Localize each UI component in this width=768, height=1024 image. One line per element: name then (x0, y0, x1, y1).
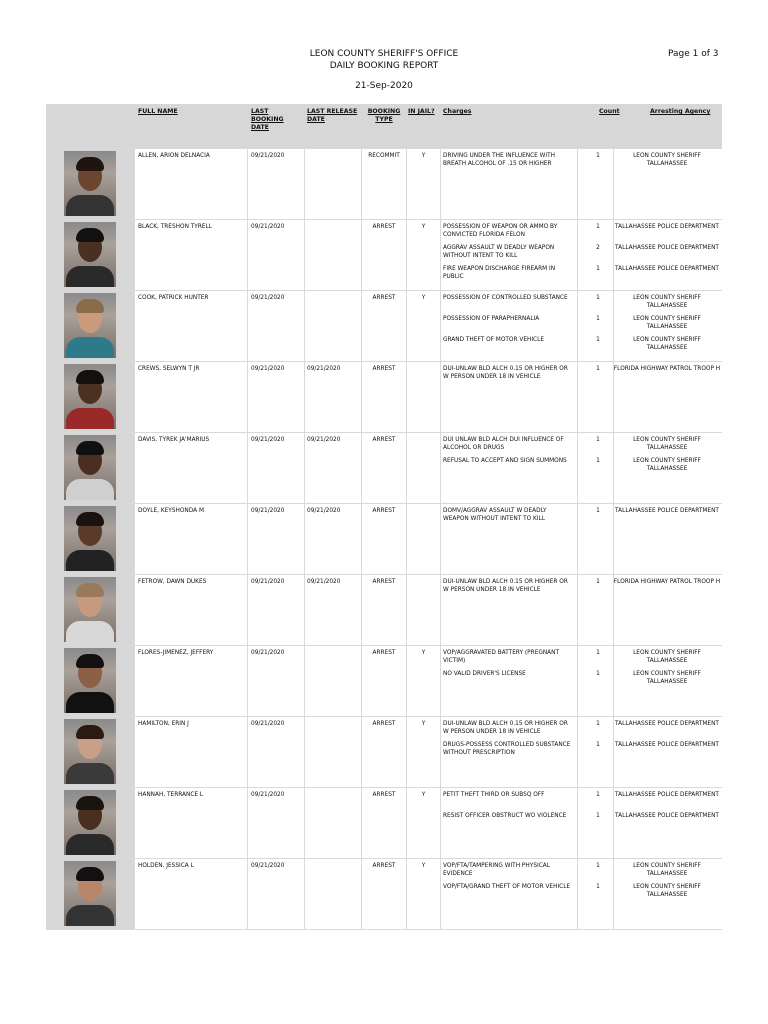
table-row (46, 290, 722, 361)
in-jail: Y (421, 224, 426, 230)
last-booking-date: 09/21/2020 (251, 792, 285, 798)
arresting-agency: LEON COUNTY SHERIFF TALLAHASSEE (633, 153, 701, 167)
booking-type: ARREST (372, 863, 396, 869)
arresting-agency: FLORIDA HIGHWAY PATROL TROOP H (613, 366, 721, 372)
charge-count: 1 (596, 437, 600, 443)
charge-description: VOP/FTA/TAMPERING WITH PHYSICAL EVIDENCE (443, 863, 550, 877)
booking-type: ARREST (372, 721, 396, 727)
charge-description: PETIT THEFT THIRD OR SUBSQ OFF (443, 792, 545, 798)
booking-type: ARREST (372, 224, 396, 230)
report-header (0, 48, 768, 92)
charge-count: 1 (596, 266, 600, 272)
charge-count: 1 (596, 863, 600, 869)
charge-description: DOMV/AGGRAV ASSAULT W DEADLY WEAPON WITHOUT INTENT TO KILL (443, 508, 547, 522)
arresting-agency: FLORIDA HIGHWAY PATROL TROOP H (613, 579, 721, 585)
mugshot-photo (64, 293, 116, 358)
arresting-agency: TALLAHASSEE POLICE DEPARTMENT (615, 508, 719, 514)
last-booking-date: 09/21/2020 (251, 224, 285, 230)
full-name: BLACK, TRESHON TYRELL (138, 224, 212, 230)
in-jail: Y (421, 721, 426, 727)
charge-count: 1 (596, 153, 600, 159)
charge-description: DUI-UNLAW BLD ALCH 0.15 OR HIGHER OR W PERSON UNDER 18 IN VEHICLE (443, 721, 568, 735)
charge-count: 1 (596, 813, 600, 819)
in-jail: Y (421, 650, 426, 656)
table-row (46, 716, 722, 787)
full-name: CREWS, SELWYN T JR (138, 366, 200, 372)
charge-description: GRAND THEFT OF MOTOR VEHICLE (443, 337, 544, 343)
booking-type: ARREST (372, 366, 396, 372)
full-name: DOYLE, KEYSHONDA M (138, 508, 204, 514)
charge-count: 1 (596, 884, 600, 890)
full-name: COOK, PATRICK HUNTER (138, 295, 209, 301)
charge-description: POSSESSION OF CONTROLLED SUBSTANCE (443, 295, 568, 301)
last-release-date: 09/21/2020 (307, 366, 341, 372)
col-booking-type: BOOKING TYPE (367, 108, 401, 123)
charge-description: NO VALID DRIVER'S LICENSE (443, 671, 526, 677)
photo-cell (46, 362, 134, 432)
arresting-agency: TALLAHASSEE POLICE DEPARTMENT (615, 742, 719, 748)
in-jail: Y (421, 792, 426, 798)
arresting-agency: TALLAHASSEE POLICE DEPARTMENT (615, 721, 719, 727)
charge-count: 1 (596, 579, 600, 585)
last-booking-date: 09/21/2020 (251, 437, 285, 443)
in-jail: Y (421, 153, 426, 159)
full-name: ALLEN, ARION DELNACIA (138, 153, 210, 159)
charge-description: REFUSAL TO ACCEPT AND SIGN SUMMONS (443, 458, 567, 464)
full-name: DAVIS, TYREK JA'MARIUS (138, 437, 210, 443)
arresting-agency: LEON COUNTY SHERIFF TALLAHASSEE (633, 650, 701, 664)
charge-description: DUI-UNLAW BLD ALCH 0.15 OR HIGHER OR W PERSON UNDER 18 IN VEHICLE (443, 366, 568, 380)
last-booking-date: 09/21/2020 (251, 650, 285, 656)
mugshot-photo (64, 151, 116, 216)
arresting-agency: LEON COUNTY SHERIFF TALLAHASSEE (633, 295, 701, 309)
photo-cell (46, 788, 134, 858)
booking-type: ARREST (372, 508, 396, 514)
arresting-agency: LEON COUNTY SHERIFF TALLAHASSEE (633, 884, 701, 898)
charge-count: 1 (596, 337, 600, 343)
in-jail: Y (421, 295, 426, 301)
arresting-agency: LEON COUNTY SHERIFF TALLAHASSEE (633, 458, 701, 472)
last-booking-date: 09/21/2020 (251, 508, 285, 514)
charge-count: 1 (596, 650, 600, 656)
arresting-agency: LEON COUNTY SHERIFF TALLAHASSEE (633, 316, 701, 330)
photo-cell (46, 291, 134, 361)
col-full-name: FULL NAME (138, 108, 178, 115)
charge-description: VOP/AGGRAVATED BATTERY (PREGNANT VICTIM) (443, 650, 560, 664)
arresting-agency: TALLAHASSEE POLICE DEPARTMENT (615, 245, 719, 251)
page-number: Page 1 of 3 (668, 49, 719, 59)
arresting-agency: LEON COUNTY SHERIFF TALLAHASSEE (633, 437, 701, 451)
col-in-jail: IN JAIL? (408, 108, 435, 115)
last-booking-date: 09/21/2020 (251, 579, 285, 585)
in-jail: Y (421, 863, 426, 869)
last-booking-date: 09/21/2020 (251, 721, 285, 727)
table-row (46, 219, 722, 290)
table-row (46, 148, 722, 219)
photo-cell (46, 575, 134, 645)
mugshot-photo (64, 861, 116, 926)
table-row (46, 361, 722, 432)
table-row (46, 787, 722, 858)
booking-type: ARREST (372, 792, 396, 798)
mugshot-photo (64, 719, 116, 784)
charge-count: 1 (596, 458, 600, 464)
mugshot-photo (64, 435, 116, 500)
report-title: DAILY BOOKING REPORT (329, 61, 439, 71)
report-date: 21-Sep-2020 (355, 81, 413, 91)
mugshot-photo (64, 364, 116, 429)
full-name: HANNAH, TERRANCE L (138, 792, 204, 798)
charge-description: VOP/FTA/GRAND THEFT OF MOTOR VEHICLE (443, 884, 571, 890)
last-booking-date: 09/21/2020 (251, 863, 285, 869)
table-row (46, 432, 722, 503)
photo-cell (46, 859, 134, 929)
last-release-date: 09/21/2020 (307, 508, 341, 514)
booking-type: ARREST (372, 295, 396, 301)
booking-type: ARREST (372, 437, 396, 443)
charge-count: 1 (596, 721, 600, 727)
booking-type: ARREST (372, 579, 396, 585)
arresting-agency: TALLAHASSEE POLICE DEPARTMENT (615, 792, 719, 798)
mugshot-photo (64, 790, 116, 855)
full-name: HAMILTON, ERIN J (138, 721, 189, 727)
charge-description: DUI UNLAW BLD ALCH DUI INFLUENCE OF ALCOHOL OR DRUGS (443, 437, 564, 451)
charge-count: 1 (596, 316, 600, 322)
last-booking-date: 09/21/2020 (251, 153, 285, 159)
last-release-date: 09/21/2020 (307, 437, 341, 443)
photo-cell (46, 717, 134, 787)
full-name: FETROW, DAWN DUKES (138, 579, 207, 585)
col-count: Count (599, 108, 620, 115)
table-row (46, 574, 722, 645)
booking-type: ARREST (372, 650, 396, 656)
arresting-agency: LEON COUNTY SHERIFF TALLAHASSEE (633, 863, 701, 877)
charge-description: DRIVING UNDER THE INFLUENCE WITH BREATH ALCOHOL OF .15 OR HIGHER (443, 153, 555, 167)
last-booking-date: 09/21/2020 (251, 366, 285, 372)
arresting-agency: LEON COUNTY SHERIFF TALLAHASSEE (633, 337, 701, 351)
office-title: LEON COUNTY SHERIFF'S OFFICE (309, 49, 459, 59)
arresting-agency: TALLAHASSEE POLICE DEPARTMENT (615, 813, 719, 819)
col-last-booking-date: LAST BOOKING DATE (251, 108, 284, 131)
table-row (46, 503, 722, 574)
table-row (46, 645, 722, 716)
charge-count: 1 (596, 742, 600, 748)
charge-description: RESIST OFFICER OBSTRUCT WO VIOLENCE (443, 813, 567, 819)
charge-count: 2 (596, 245, 600, 251)
mugshot-photo (64, 222, 116, 287)
arresting-agency: LEON COUNTY SHERIFF TALLAHASSEE (633, 671, 701, 685)
last-release-date: 09/21/2020 (307, 579, 341, 585)
charge-description: DRUGS-POSSESS CONTROLLED SUBSTANCE WITHOUT PRESCRIPTION (443, 742, 571, 756)
col-arresting-agency: Arresting Agency (650, 108, 711, 115)
photo-cell (46, 220, 134, 290)
photo-cell (46, 646, 134, 716)
charge-description: POSSESSION OF WEAPON OR AMMO BY CONVICTED FLORIDA FELON (443, 224, 558, 238)
booking-type: RECOMMIT (368, 153, 400, 159)
table-row (46, 858, 722, 930)
photo-cell (46, 433, 134, 503)
charge-count: 1 (596, 508, 600, 514)
arresting-agency: TALLAHASSEE POLICE DEPARTMENT (615, 224, 719, 230)
charge-count: 1 (596, 295, 600, 301)
photo-cell (46, 149, 134, 219)
photo-cell (46, 504, 134, 574)
charge-count: 1 (596, 671, 600, 677)
table-body (46, 148, 722, 930)
charge-count: 1 (596, 792, 600, 798)
charge-count: 1 (596, 366, 600, 372)
charge-description: DUI-UNLAW BLD ALCH 0.15 OR HIGHER OR W PERSON UNDER 18 IN VEHICLE (443, 579, 568, 593)
charge-description: AGGRAV ASSAULT W DEADLY WEAPON WITHOUT INTENT TO KILL (443, 245, 555, 259)
last-booking-date: 09/21/2020 (251, 295, 285, 301)
booking-table (46, 104, 722, 930)
mugshot-photo (64, 648, 116, 713)
full-name: HOLDEN, JESSICA L (138, 863, 194, 869)
arresting-agency: TALLAHASSEE POLICE DEPARTMENT (615, 266, 719, 272)
mugshot-photo (64, 577, 116, 642)
charge-description: FIRE WEAPON DISCHARGE FIREARM IN PUBLIC (443, 266, 556, 280)
charge-count: 1 (596, 224, 600, 230)
full-name: FLORES-JIMENEZ, JEFFERY (138, 650, 214, 656)
mugshot-photo (64, 506, 116, 571)
charge-description: POSSESSION OF PARAPHERNALIA (443, 316, 540, 322)
col-last-release-date: LAST RELEASE DATE (307, 108, 358, 123)
table-header (46, 104, 722, 148)
col-charges: Charges (443, 108, 472, 115)
